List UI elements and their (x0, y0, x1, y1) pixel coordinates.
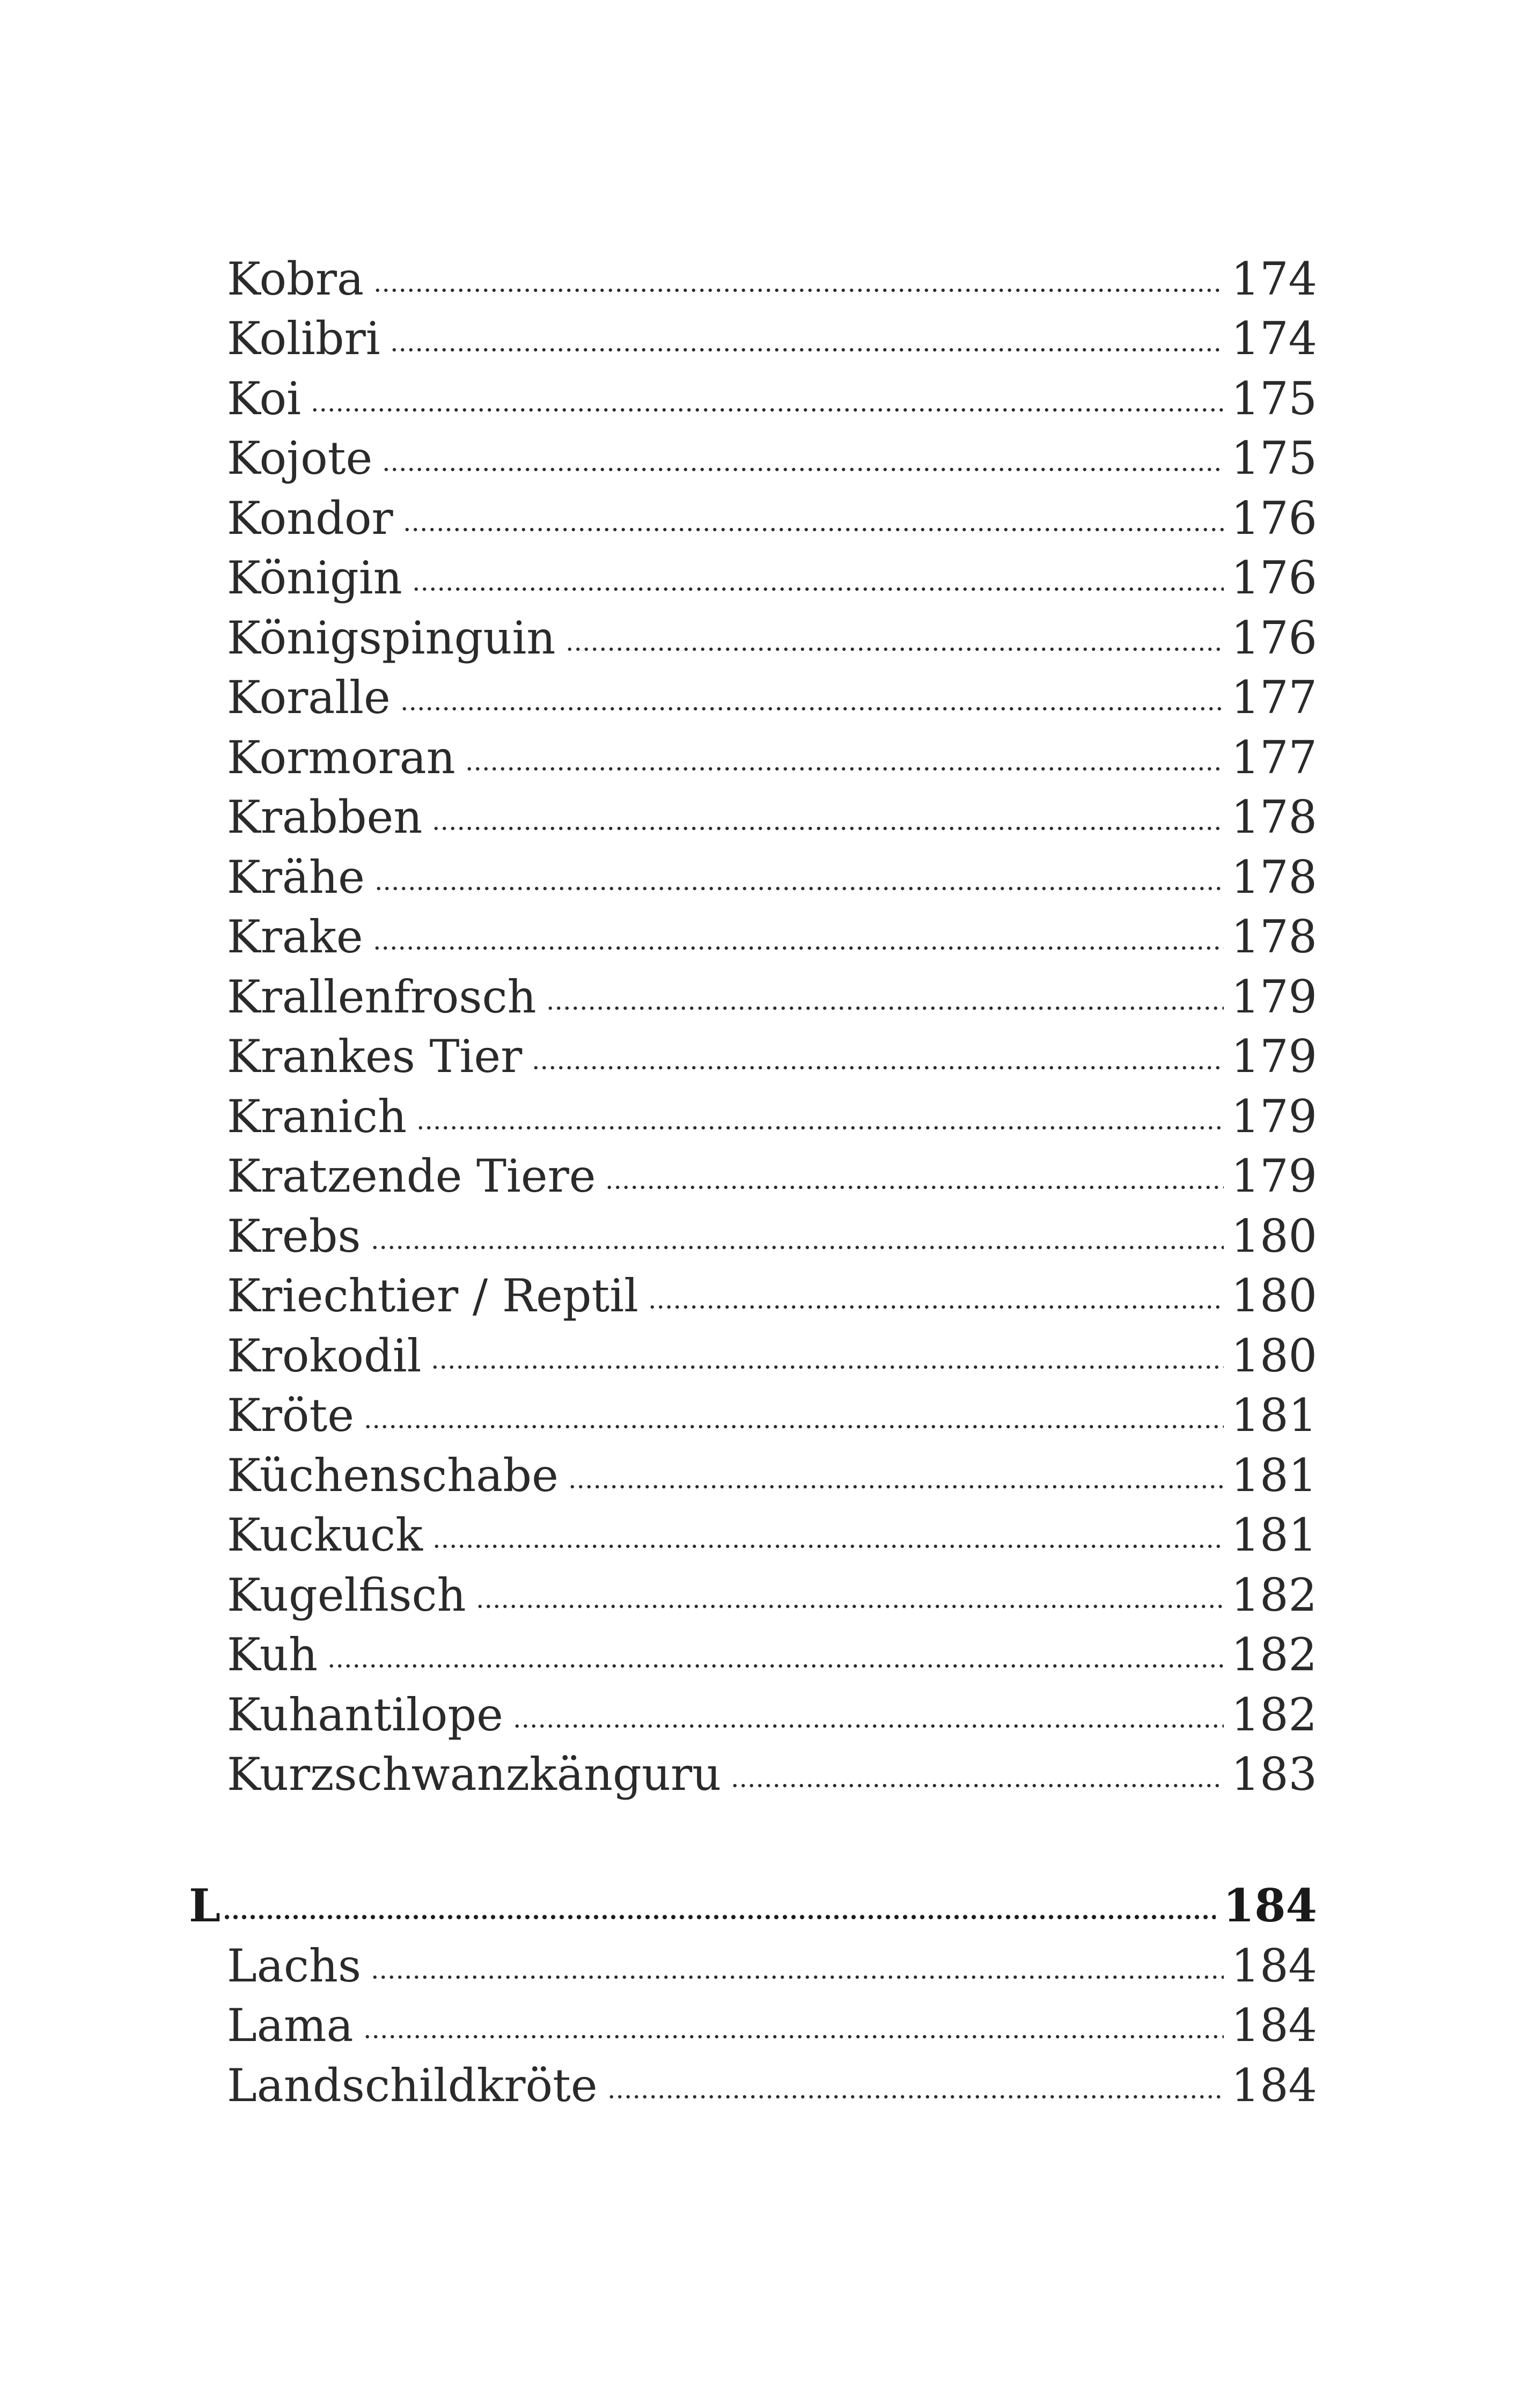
dot-leader (373, 288, 1224, 293)
toc-entry[interactable] (227, 1628, 1317, 1682)
toc-entry-page: 184 (1231, 1999, 1317, 2052)
toc-entry-page: 180 (1231, 1210, 1317, 1262)
dot-leader (374, 886, 1224, 891)
toc-entry-page: 176 (1231, 492, 1317, 545)
toc-entry-label: Krake (227, 911, 363, 963)
toc-entry-page: 180 (1231, 1330, 1317, 1382)
toc-entry-page: 176 (1231, 612, 1317, 664)
toc-entry[interactable] (227, 551, 1317, 605)
toc-entry-page: 174 (1231, 312, 1317, 365)
dot-leader (432, 826, 1223, 831)
toc-entry-page: 182 (1231, 1688, 1317, 1741)
toc-entry-label: Kobra (227, 253, 364, 305)
toc-entry[interactable] (227, 1149, 1317, 1203)
toc-entry[interactable] (227, 1209, 1317, 1263)
toc-entry-label: Krabben (227, 791, 423, 843)
toc-entry-label: Krokodil (227, 1330, 422, 1382)
toc-entry[interactable] (227, 2059, 1317, 2112)
dot-leader (403, 527, 1224, 532)
toc-entry-label: Krähe (227, 851, 365, 904)
dot-leader (432, 1544, 1224, 1549)
toc-entry-page: 176 (1231, 552, 1317, 604)
toc-entry[interactable] (227, 1269, 1317, 1323)
toc-entry-label: Kolibri (227, 312, 380, 365)
dot-leader (223, 1914, 1216, 1920)
toc-entry[interactable] (227, 1329, 1317, 1383)
dot-leader (416, 1125, 1224, 1130)
toc-entry-page: 178 (1231, 791, 1317, 843)
toc-entry-label: Königspinguin (227, 612, 556, 664)
toc-entry[interactable] (227, 312, 1317, 365)
toc-entry-page: 177 (1231, 671, 1317, 724)
toc-section-page: 184 (1223, 1879, 1317, 1932)
toc-entry[interactable] (227, 910, 1317, 964)
toc-entry[interactable] (227, 731, 1317, 784)
toc-entry[interactable] (227, 1449, 1317, 1502)
toc-entry-page: 175 (1231, 372, 1317, 425)
toc-entry[interactable] (227, 1508, 1317, 1562)
dot-leader (607, 2094, 1224, 2099)
dot-leader (476, 1604, 1224, 1609)
toc-entry-page: 175 (1231, 432, 1317, 484)
toc-entry-label: Koi (227, 372, 301, 425)
toc-entry-page: 182 (1231, 1628, 1317, 1681)
toc-entry-page: 184 (1231, 1940, 1317, 1992)
toc-entry-label: Lama (227, 1999, 354, 2052)
toc-entry[interactable] (227, 790, 1317, 844)
toc-entry[interactable] (227, 1030, 1317, 1083)
toc-entry-label: Kröte (227, 1389, 354, 1442)
toc-entry[interactable] (227, 1748, 1317, 1801)
toc-entry-label: Königin (227, 552, 402, 604)
toc-entry-page: 181 (1231, 1509, 1317, 1561)
toc-entry-label: Kondor (227, 492, 393, 545)
toc-entry-page: 184 (1231, 2059, 1317, 2112)
toc-entry-label: Krallenfrosch (227, 971, 537, 1023)
toc-entry[interactable] (227, 491, 1317, 545)
dot-leader (731, 1783, 1223, 1788)
dot-leader (532, 1065, 1223, 1070)
dot-leader (546, 1005, 1224, 1011)
dot-leader (412, 586, 1224, 592)
toc-section-letter: L (189, 1879, 221, 1932)
toc-entry-label: Kormoran (227, 731, 455, 784)
toc-entry[interactable] (227, 611, 1317, 665)
toc-entry-page: 182 (1231, 1569, 1317, 1621)
toc-entry-label: Kuh (227, 1628, 318, 1681)
dot-leader (363, 2034, 1224, 2039)
toc-entry-label: Kurzschwanzkänguru (227, 1748, 722, 1801)
toc-entry-page: 181 (1231, 1389, 1317, 1442)
toc-entry-page: 183 (1231, 1748, 1317, 1801)
toc-entry[interactable] (227, 1999, 1317, 2052)
toc-entry-page: 179 (1231, 1150, 1317, 1202)
dot-leader (513, 1723, 1224, 1729)
toc-entry-label: Kugelfisch (227, 1569, 466, 1621)
dot-leader (382, 467, 1224, 472)
toc-entry-label: Küchenschabe (227, 1449, 559, 1502)
toc-entry[interactable] (227, 850, 1317, 904)
toc-entry-page: 179 (1231, 971, 1317, 1023)
dot-leader (373, 945, 1224, 951)
toc-entry-label: Landschildkröte (227, 2059, 598, 2112)
toc-entry-label: Kuhantilope (227, 1688, 503, 1741)
toc-entry[interactable] (227, 970, 1317, 1024)
toc-entry-label: Krankes Tier (227, 1030, 523, 1083)
toc-entry-page: 178 (1231, 851, 1317, 904)
dot-leader (311, 407, 1224, 413)
dot-leader (465, 766, 1224, 772)
dot-leader (568, 1484, 1224, 1489)
toc-entry-label: Kojote (227, 432, 373, 484)
dot-leader (400, 706, 1224, 711)
dot-leader (371, 1974, 1224, 1980)
dot-leader (390, 347, 1224, 353)
toc-entry[interactable] (227, 1688, 1317, 1742)
toc-entry[interactable] (227, 252, 1317, 306)
toc-entry[interactable] (227, 1568, 1317, 1622)
dot-leader (371, 1245, 1224, 1250)
toc-entry-page: 177 (1231, 731, 1317, 784)
toc-entry-page: 179 (1231, 1030, 1317, 1083)
toc-entry-label: Koralle (227, 671, 391, 724)
dot-leader (327, 1663, 1224, 1669)
toc-entry-page: 181 (1231, 1449, 1317, 1502)
dot-leader (605, 1185, 1223, 1190)
toc-entry-label: Krebs (227, 1210, 361, 1262)
toc-entry[interactable] (227, 1939, 1317, 1993)
toc-entry-label: Kriechtier / Reptil (227, 1269, 639, 1322)
toc-entry-label: Kranich (227, 1090, 407, 1143)
dot-leader (648, 1304, 1224, 1310)
dot-leader (565, 647, 1224, 652)
dot-leader (364, 1424, 1224, 1429)
toc-entry[interactable] (227, 431, 1317, 485)
toc-entry-label: Kuckuck (227, 1509, 423, 1561)
toc-entry-page: 174 (1231, 253, 1317, 305)
toc-entry[interactable] (227, 671, 1317, 724)
toc-entry-label: Lachs (227, 1940, 362, 1992)
toc-entry[interactable] (227, 1389, 1317, 1442)
dot-leader (431, 1364, 1223, 1370)
toc-entry[interactable] (227, 372, 1317, 425)
toc-entry-page: 180 (1231, 1269, 1317, 1322)
toc-entry-label: Kratzende Tiere (227, 1150, 596, 1202)
toc-section-heading[interactable] (189, 1879, 1317, 1933)
toc-entry-page: 179 (1231, 1090, 1317, 1143)
toc-entry-page: 178 (1231, 911, 1317, 963)
toc-entry[interactable] (227, 1090, 1317, 1143)
